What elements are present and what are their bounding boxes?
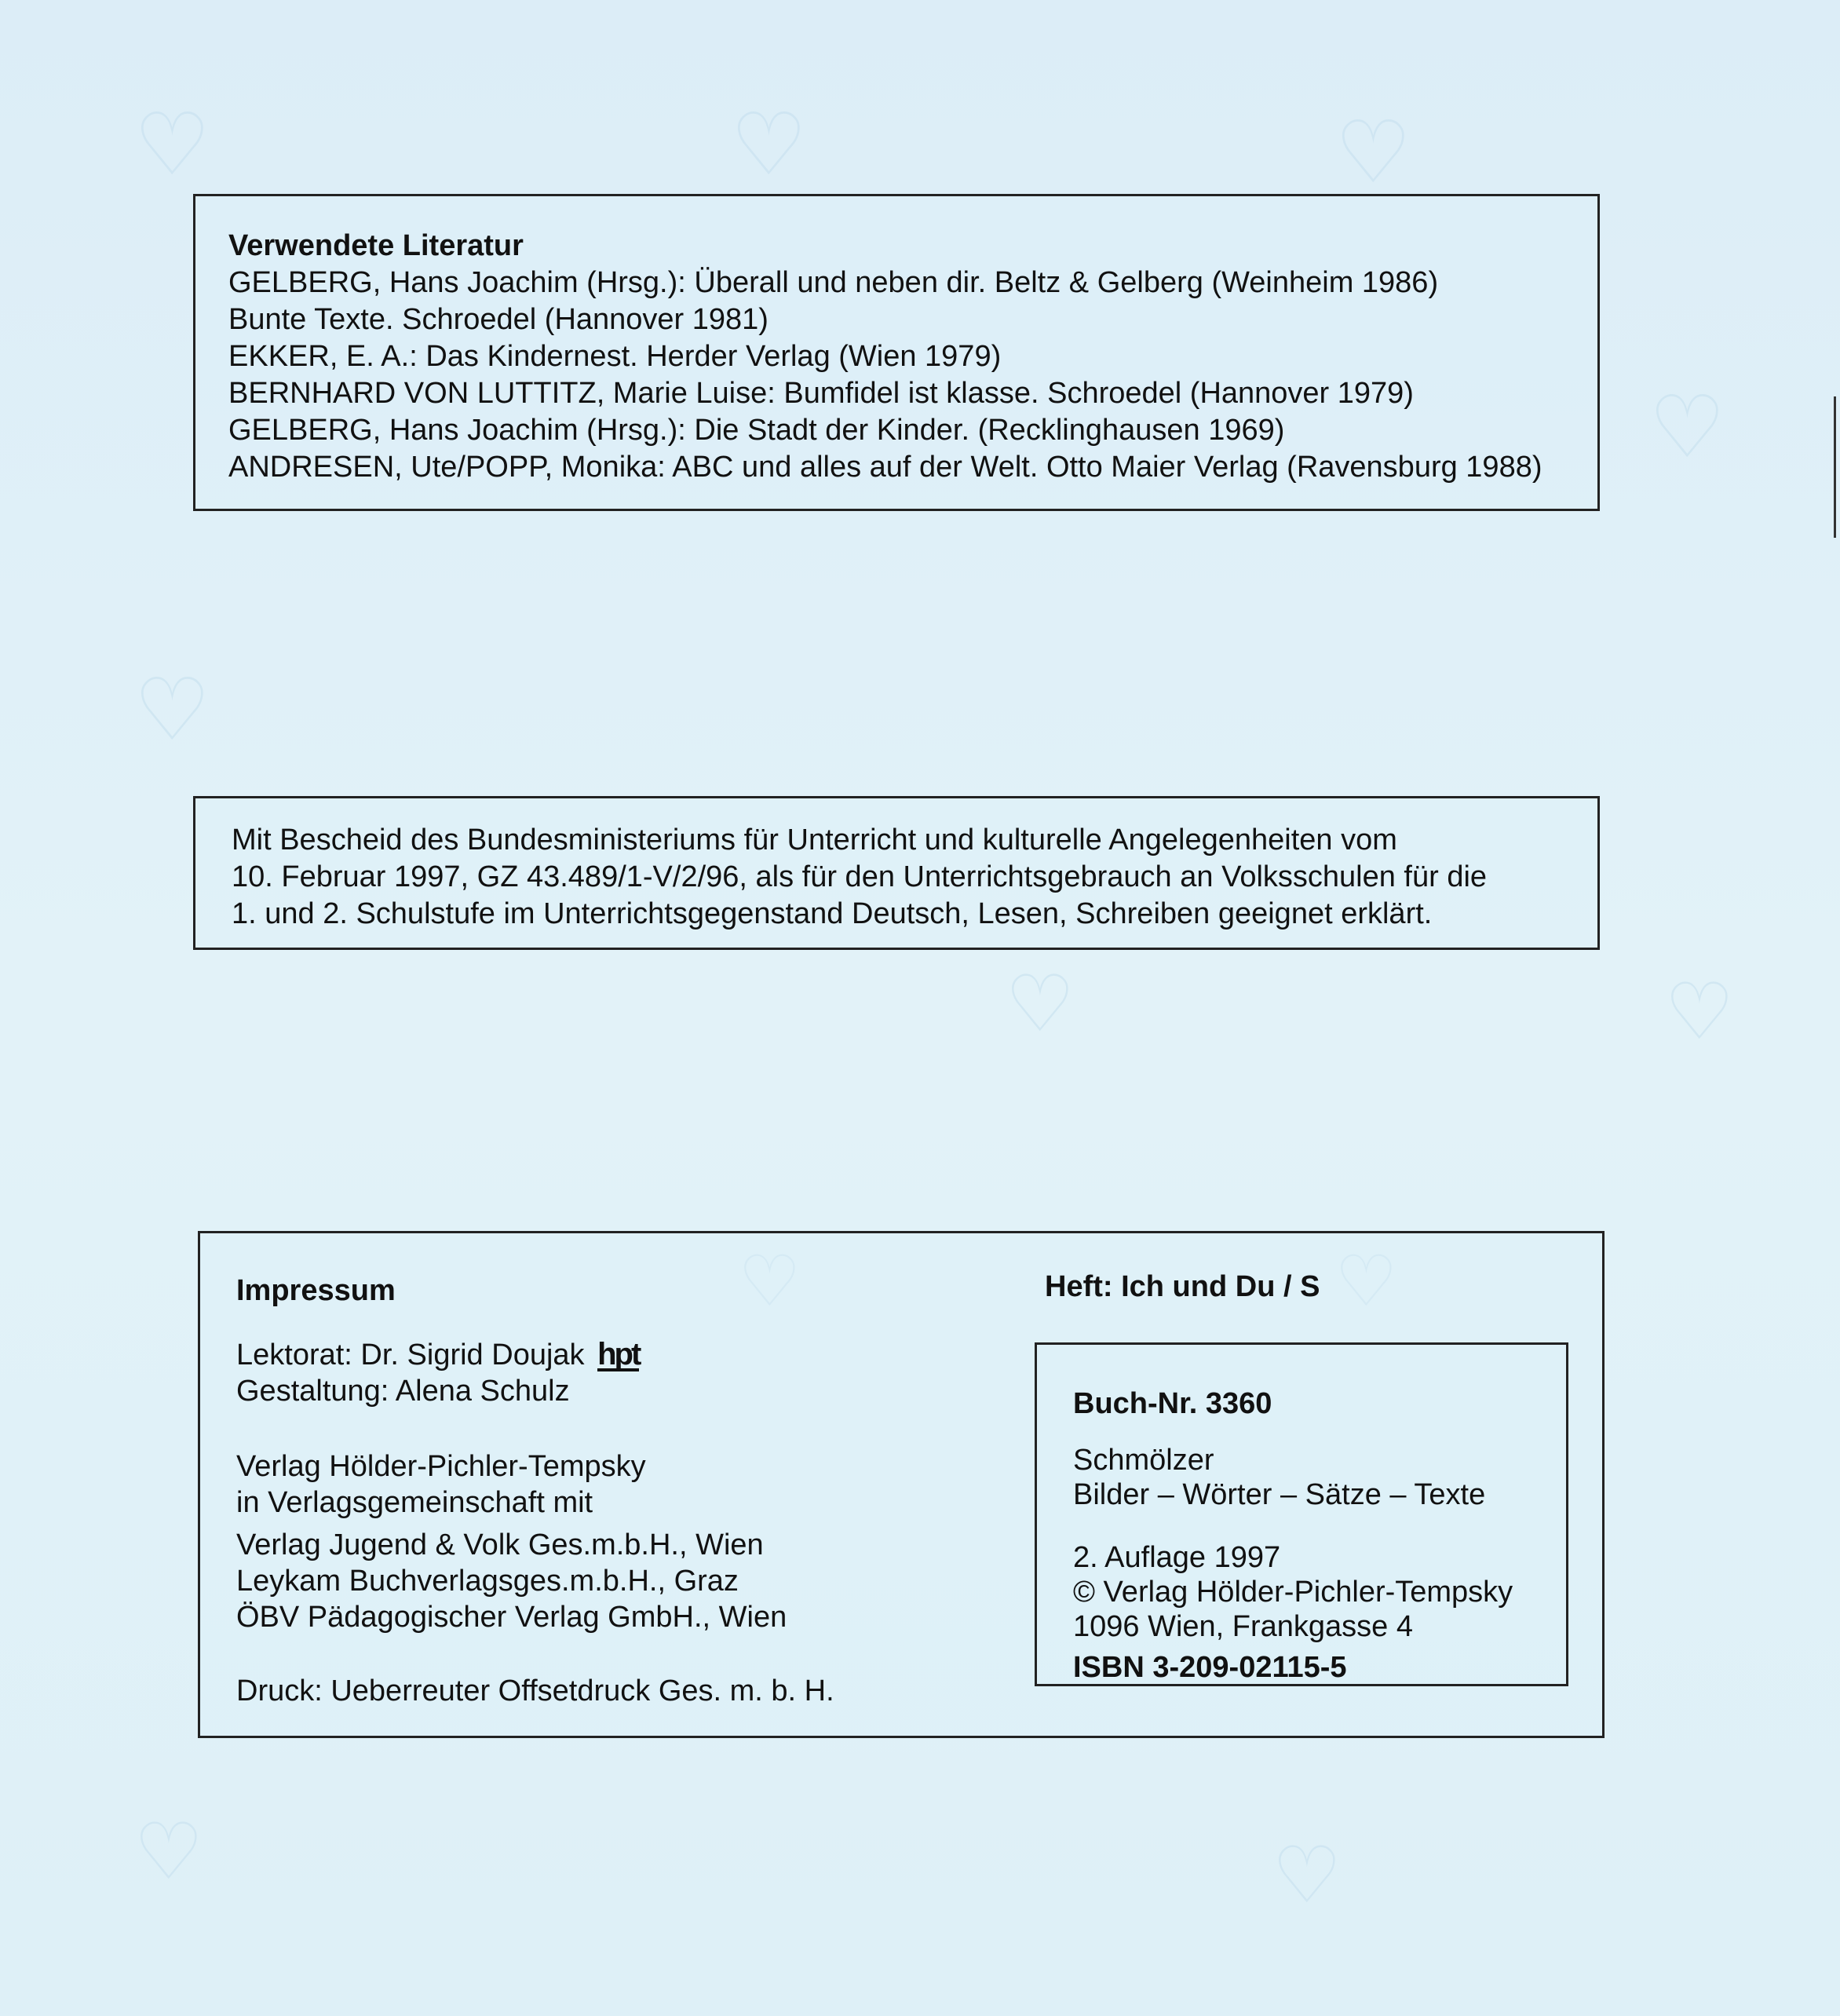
heart-icon: ♡ — [1648, 377, 1726, 477]
heart-icon: ♡ — [730, 94, 808, 195]
heart-icon: ♡ — [133, 94, 211, 195]
book-copyright: © Verlag Hölder-Pichler-Tempsky — [1073, 1576, 1513, 1609]
impressum-heading: Impressum — [236, 1274, 396, 1307]
lektorat-text: Lektorat: Dr. Sigrid Doujak — [236, 1339, 585, 1371]
approval-line: Mit Bescheid des Bundesministeriums für Unterricht und kulturelle Angelegenheiten vom — [232, 824, 1397, 856]
heart-icon: ♡ — [1005, 958, 1075, 1050]
literature-heading: Verwendete Literatur — [228, 229, 524, 262]
partner-line: ÖBV Pädagogischer Verlag GmbH., Wien — [236, 1601, 787, 1634]
gestaltung-line: Gestaltung: Alena Schulz — [236, 1375, 570, 1408]
partner-line: Leykam Buchverlagsges.m.b.H., Graz — [236, 1565, 739, 1598]
verlag-line: in Verlagsgemeinschaft mit — [236, 1486, 593, 1519]
page-edge-mark — [1834, 396, 1836, 538]
hpt-logo: hpt — [597, 1337, 640, 1371]
book-address: 1096 Wien, Frankgasse 4 — [1073, 1610, 1414, 1643]
literature-entry: EKKER, E. A.: Das Kindernest. Herder Verlag (Wien 1979) — [228, 340, 1002, 373]
book-info-box — [1035, 1342, 1568, 1686]
heart-icon: ♡ — [738, 1240, 801, 1323]
heft-title: Heft: Ich und Du / S — [1045, 1270, 1320, 1303]
heart-icon: ♡ — [1272, 1829, 1342, 1921]
heart-icon: ♡ — [1334, 102, 1412, 203]
literature-box — [193, 194, 1600, 511]
heart-icon: ♡ — [133, 659, 211, 760]
book-edition: 2. Auflage 1997 — [1073, 1541, 1281, 1574]
heart-icon: ♡ — [1664, 966, 1735, 1057]
approval-line: 10. Februar 1997, GZ 43.489/1-V/2/96, als für den Unterrichtsgebrauch an Volksschulen für die — [232, 860, 1488, 893]
literature-entry: Bunte Texte. Schroedel (Hannover 1981) — [228, 303, 768, 336]
druck-line: Druck: Ueberreuter Offsetdruck Ges. m. b. H. — [236, 1675, 834, 1707]
literature-entry: ANDRESEN, Ute/POPP, Monika: ABC und alles auf der Welt. Otto Maier Verlag (Ravensburg 1988) — [228, 451, 1542, 484]
heart-icon: ♡ — [133, 1806, 204, 1897]
literature-entry: BERNHARD VON LUTTITZ, Marie Luise: Bumfidel ist klasse. Schroedel (Hannover 1979) — [228, 377, 1414, 410]
heart-icon: ♡ — [1334, 1240, 1398, 1323]
book-author: Schmölzer — [1073, 1444, 1214, 1477]
partner-line: Verlag Jugend & Volk Ges.m.b.H., Wien — [236, 1528, 764, 1561]
book-isbn: ISBN 3-209-02115-5 — [1073, 1651, 1347, 1684]
lektorat-line — [236, 1337, 639, 1373]
book-title: Bilder – Wörter – Sätze – Texte — [1073, 1478, 1486, 1511]
verlag-line: Verlag Hölder-Pichler-Tempsky — [236, 1450, 646, 1483]
approval-line: 1. und 2. Schulstufe im Unterrichtsgegenstand Deutsch, Lesen, Schreiben geeignet erklärt. — [232, 897, 1433, 930]
literature-entry: GELBERG, Hans Joachim (Hrsg.): Die Stadt der Kinder. (Recklinghausen 1969) — [228, 414, 1285, 447]
approval-box — [193, 796, 1600, 950]
literature-entry: GELBERG, Hans Joachim (Hrsg.): Überall und neben dir. Beltz & Gelberg (Weinheim 1986) — [228, 266, 1439, 299]
book-number: Buch-Nr. 3360 — [1073, 1387, 1272, 1420]
